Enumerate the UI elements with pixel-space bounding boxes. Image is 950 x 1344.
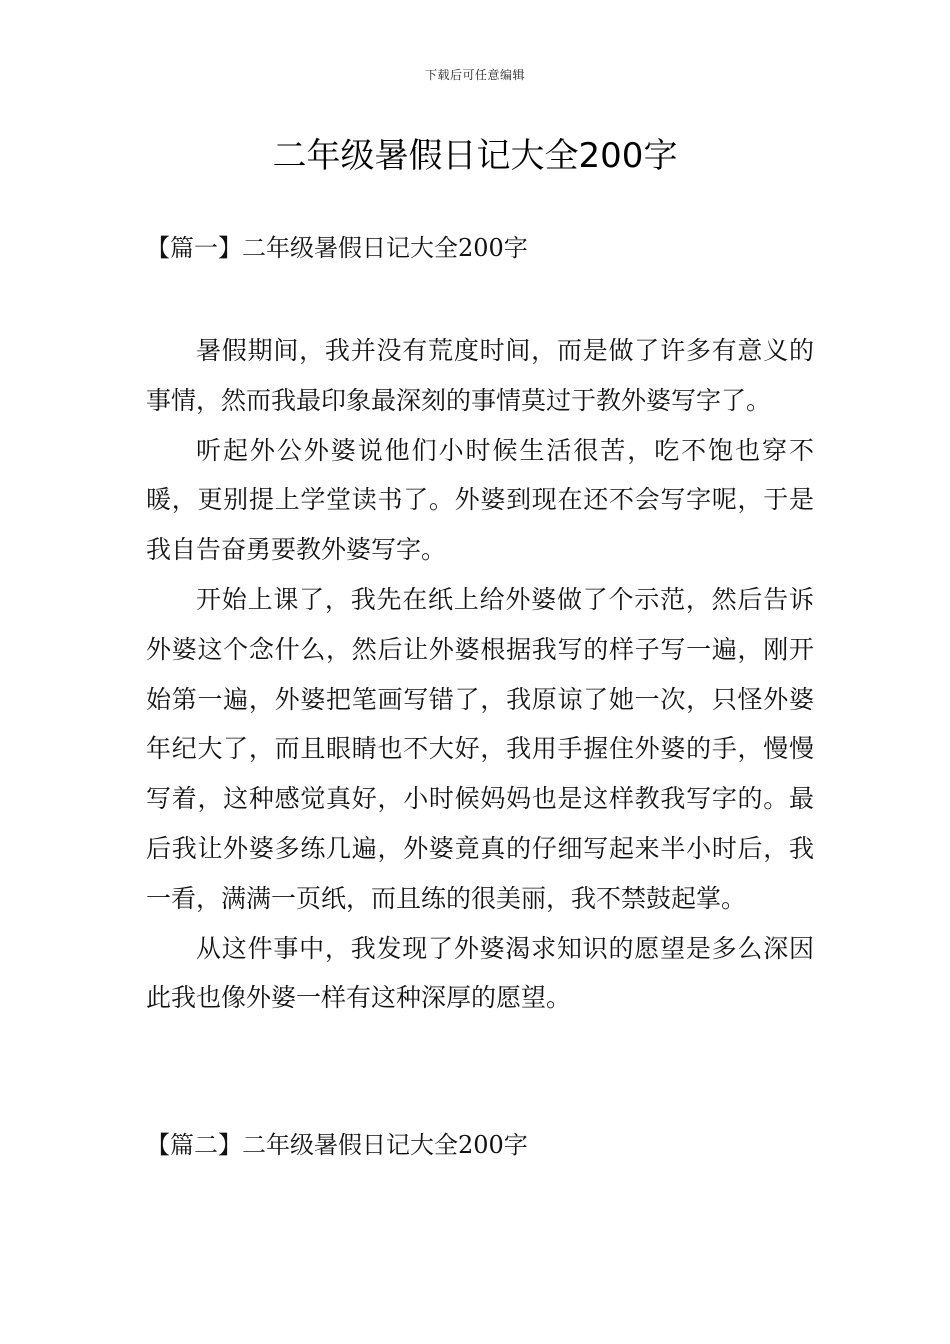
document-title: 二年级暑假日记大全200字 xyxy=(272,136,678,176)
paragraph: 听起外公外婆说他们小时候生活很苦，吃不饱也穿不暖，更别提上学堂读书了。外婆到现在还不会写字呢，于是我自告奋勇要教外婆写字。 xyxy=(146,435,814,565)
paragraph: 暑假期间，我并没有荒度时间，而是做了许多有意义的事情，然而我最印象最深刻的事情莫过于教外婆写字了。 xyxy=(146,336,814,415)
section-heading-2: 【篇二】二年级暑假日记大全200字 xyxy=(146,1131,528,1159)
section-1-body xyxy=(146,326,814,1023)
paragraph: 从这件事中，我发现了外婆渴求知识的愿望是多么深因此我也像外婆一样有这种深厚的愿望。 xyxy=(146,933,814,1013)
header-note: 下载后可任意编辑 xyxy=(424,68,525,82)
paragraph: 开始上课了，我先在纸上给外婆做了个示范，然后告诉外婆这个念什么，然后让外婆根据我写的样子写一遍，刚开始第一遍，外婆把笔画写错了，我原谅了她一次，只怪外婆年纪大了，而且眼睛也不大好，我用手握住外婆的手，慢慢写着，这种感觉真好，小时候妈妈也是这样教我写字的。最后我让外婆多练几遍，外婆竟真的仔细写起来半小时后，我一看，满满一页纸，而且练的很美丽，我不禁鼓起掌。 xyxy=(146,584,814,913)
section-heading-1: 【篇一】二年级暑假日记大全200字 xyxy=(146,234,528,262)
